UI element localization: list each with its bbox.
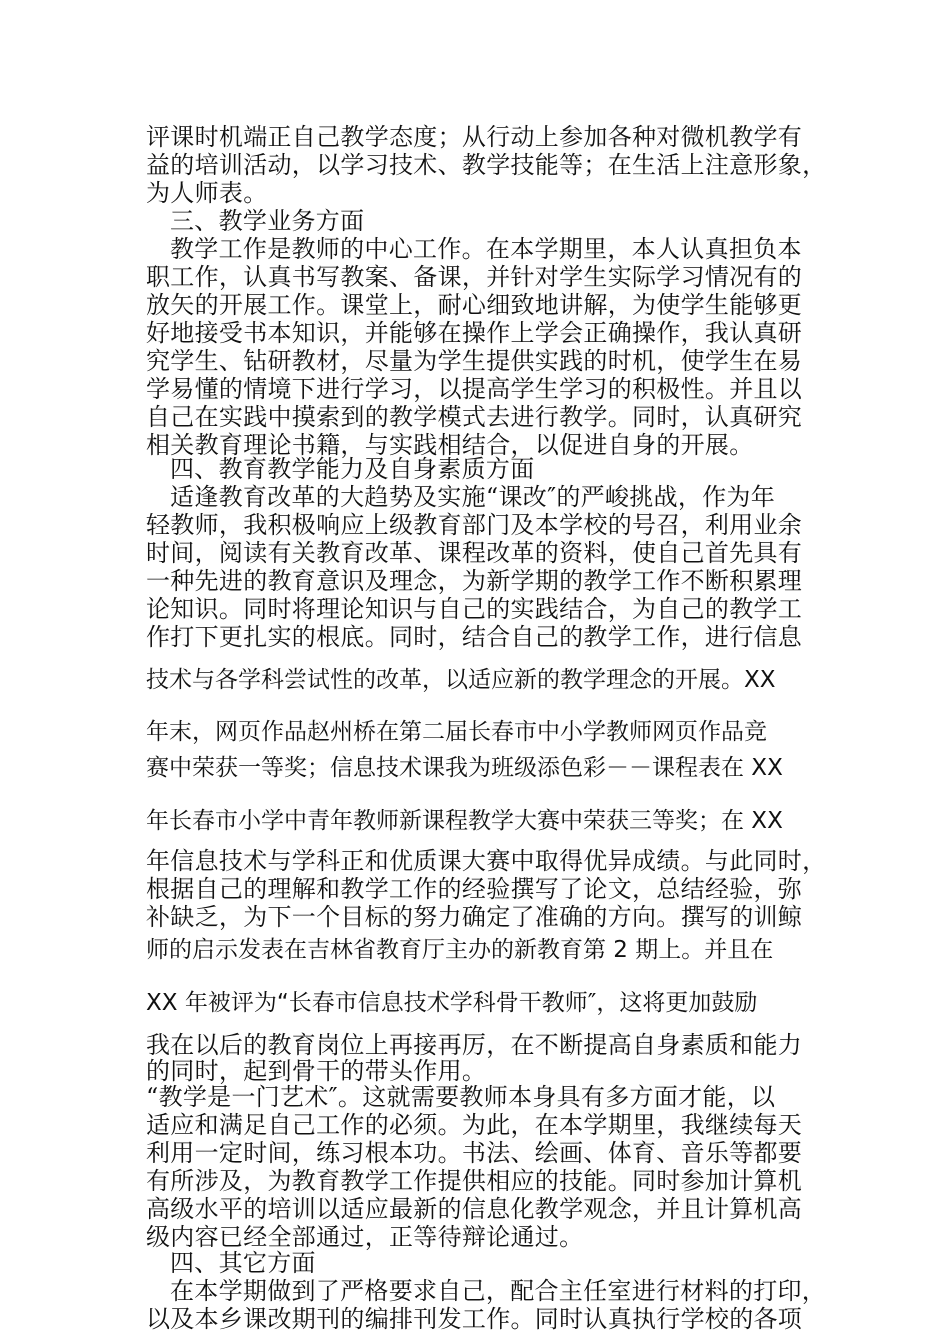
- paragraph-line: 放矢的开展工作。课堂上，耐心细致地讲解，为使学生能够更: [146, 291, 803, 319]
- paragraph-line: 年长春市小学中青年教师新课程教学大赛中荣获三等奖；在 XX: [146, 808, 783, 834]
- paragraph-line: 在本学期做到了严格要求自己，配合主任室进行材料的打印，: [170, 1277, 827, 1305]
- paragraph-line: 职工作，认真书写教案、备课，并针对学生实际学习情况有的: [146, 263, 803, 291]
- paragraph-line: 技术与各学科尝试性的改革，以适应新的教学理念的开展。XX: [146, 667, 776, 693]
- paragraph-line: 益的培训活动，以学习技术、教学技能等；在生活上注意形象，: [146, 151, 827, 179]
- section-heading: 三、教学业务方面: [170, 207, 365, 235]
- paragraph-line: 根据自己的理解和教学工作的经验撰写了论文，总结经验，弥: [146, 875, 803, 903]
- paragraph-line: 适应和满足自己工作的必须。为此，在本学期里，我继续每天: [146, 1111, 803, 1139]
- paragraph-line: 年信息技术与学科正和优质课大赛中取得优异成绩。与此同时，: [146, 847, 827, 875]
- paragraph-line: 究学生、钻研教材，尽量为学生提供实践的时机，使学生在易: [146, 347, 803, 375]
- paragraph-line: 相关教育理论书籍，与实践相结合，以促进自身的开展。: [146, 431, 754, 459]
- paragraph-line: 利用一定时间，练习根本功。书法、绘画、体育、音乐等都要: [146, 1139, 803, 1167]
- paragraph-line: 赛中荣获一等奖；信息技术课我为班级添色彩－－课程表在 XX: [146, 755, 783, 781]
- paragraph-line: 有所涉及，为教育教学工作提供相应的技能。同时参加计算机: [146, 1167, 803, 1195]
- paragraph-line: 自己在实践中摸索到的教学模式去进行教学。同时，认真研究: [146, 403, 803, 431]
- paragraph-line: 补缺乏，为下一个目标的努力确定了准确的方向。撰写的训鲸: [146, 903, 803, 931]
- paragraph-line: 好地接受书本知识，并能够在操作上学会正确操作，我认真研: [146, 319, 803, 347]
- paragraph-line: 师的启示发表在吉林省教育厅主办的新教育第 2 期上。并且在: [146, 937, 774, 963]
- paragraph-line: 作打下更扎实的根底。同时，结合自己的教学工作，进行信息: [146, 623, 803, 651]
- paragraph-line: 的同时，起到骨干的带头作用。: [146, 1057, 487, 1085]
- paragraph-line: 论知识。同时将理论知识与自己的实践结合，为自己的教学工: [146, 595, 803, 623]
- paragraph-line: 教学工作是教师的中心工作。在本学期里，本人认真担负本: [170, 235, 802, 263]
- paragraph-line: “教学是一门艺术″。这就需要教师本身具有多方面才能，以: [146, 1083, 776, 1111]
- paragraph-line: 一种先进的教育意识及理念，为新学期的教学工作不断积累理: [146, 567, 803, 595]
- paragraph-line: 学易懂的情境下进行学习，以提高学生学习的积极性。并且以: [146, 375, 803, 403]
- section-heading: 四、其它方面: [170, 1249, 316, 1277]
- paragraph-line: 评课时机端正自己教学态度；从行动上参加各种对微机教学有: [146, 123, 803, 151]
- paragraph-line: 高级水平的培训以适应最新的信息化教学观念，并且计算机高: [146, 1195, 803, 1223]
- section-heading: 四、教育教学能力及自身素质方面: [170, 455, 535, 483]
- paragraph-line: 以及本乡课改期刊的编排刊发工作。同时认真执行学校的各项: [146, 1305, 803, 1333]
- paragraph-line: 为人师表。: [146, 179, 268, 207]
- paragraph-line: 适逢教育改革的大趋势及实施“课改″的严峻挑战，作为年: [170, 483, 776, 511]
- paragraph-line: 级内容已经全部通过，正等待辩论通过。: [146, 1223, 584, 1251]
- paragraph-line: 轻教师，我积极响应上级教育部门及本学校的号召，利用业余: [146, 511, 803, 539]
- paragraph-line: 年末，网页作品赵州桥在第二届长春市中小学教师网页作品竞: [146, 719, 767, 745]
- paragraph-line: 我在以后的教育岗位上再接再厉，在不断提高自身素质和能力: [146, 1031, 803, 1059]
- paragraph-line: XX 年被评为“长春市信息技术学科骨干教师″，这将更加鼓励: [146, 990, 758, 1016]
- paragraph-line: 时间，阅读有关教育改革、课程改革的资料，使自己首先具有: [146, 539, 803, 567]
